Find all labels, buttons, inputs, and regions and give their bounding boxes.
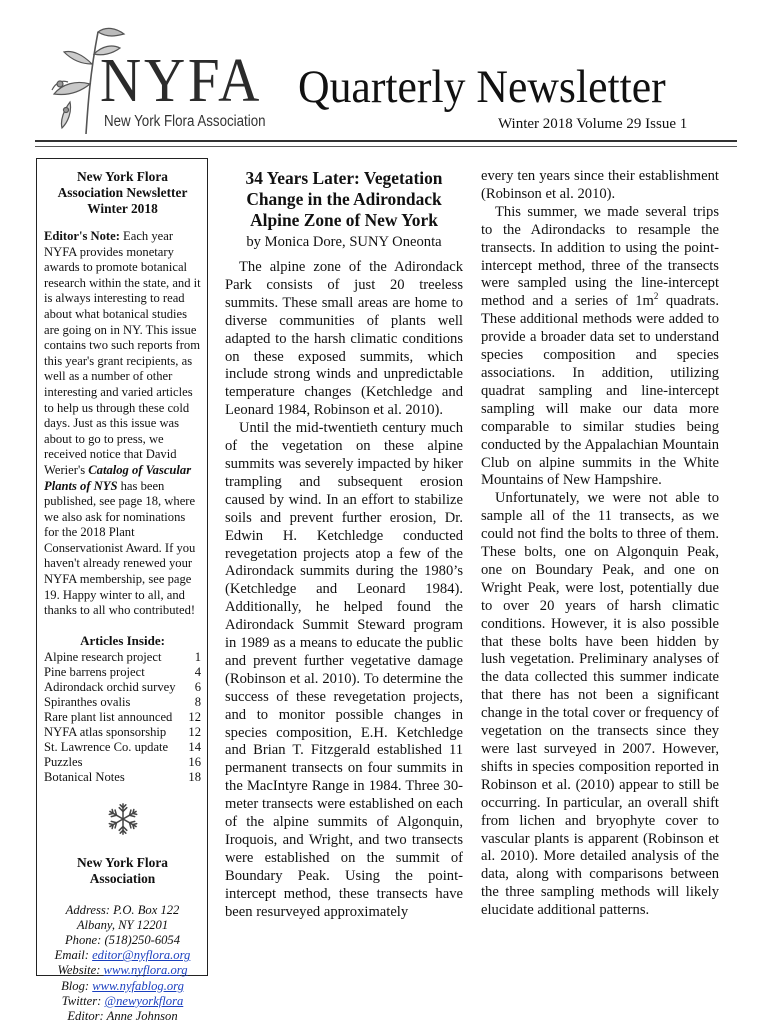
website-link[interactable]: www.nyflora.org — [103, 963, 188, 978]
sidebar-heading: New York Flora Association Newsletter Winter 2018 — [57, 169, 188, 216]
article-paragraph: every ten years since their establishment (Robinson et al. 2010). — [481, 168, 719, 202]
toc-row[interactable]: Spiranthes ovalis 8 — [44, 695, 201, 710]
article-paragraph: Unfortunately, we were not able to sample all of the 11 transects, as we could not find the bolts to three of them. These bolts, one on Algonquin Peak, one on Boundary Peak, and one on Wright Peak, were lost, potentially due to over 20 years of harsh climatic conditions. However, it is also possible that these bolts have been hidden by lush vegetation. Preliminary analyses of the data collected this summer indicate that there has not been a significant change in the total cover or frequency of vegetation on the transects since they were last surveyed in 2007. However, shifts in species composition reported in Robinson et al. (2010) appear to still be occurring. In particular, an overall shift from lichen and bryophyte cover to vascular plants is apparent (Robinson et al. 2010). More detailed analysis of the data, along with comparisons between the three sampling methods will likely elucidate additional patterns. — [481, 490, 719, 919]
issue-info: Winter 2018 Volume 29 Issue 1 — [498, 116, 688, 132]
toc-row[interactable]: Puzzles 16 — [44, 754, 201, 769]
article-paragraph: Until the mid-twentieth century much of the vegetation on these alpine summits was severely impacted by hiker trampling and subsequent erosion caused by wind. In an effort to stabilize soils and prevent further erosion, Dr. Edwin H. Ketchledge conducted revegetation projects atop a few of the Adirondack summits during the 1980’s (Ketchledge and Leonard 1984). Additionally, he helped found the Adirondack Summit Steward program in 1989 as a means to educate the public and prevent further vegetative damage (Robinson et al. 2010). To determine the success of these revegetation projects, and to monitor possible changes in species composition, E.H. Ketchledge and Brian T. Fitzgerald established 11 permanent transects on four summits in the MacIntyre Range in 1984. Three 30-meter transects were established on each of the alpine summits of Algonquin, Iroquois, and Wright, and two transects were established on the summit of Boundary Peak. Using the point-intercept method, these transects have been resurveyed approximately — [225, 420, 463, 920]
newsletter-title: Quarterly Newsletter — [298, 61, 666, 113]
blog-link[interactable]: www.nyfablog.org — [92, 978, 184, 993]
toc-row[interactable]: Alpine research project 1 — [44, 650, 201, 665]
article-column-1 — [225, 168, 463, 922]
article-paragraph: This summer, we made several trips to the Adirondacks to resample the transects. In addition to using the point-intercept method, three of the transects were sampled using the line-intercept method and a series of $1m^2$ quadrats. These additional methods were added to provide a broader data set to understand species composition and species associations. In addition, utilizing quadrat sampling and line-intercept sampling will make our data more comparable to similar studies being conducted by the Appalachian Mountain Club on alpine summits in the White Mountains of New Hampshire. — [481, 203, 719, 489]
header-rule — [35, 140, 737, 142]
toc-row[interactable]: Botanical Notes 18 — [44, 769, 201, 784]
header-rule-thin — [35, 146, 737, 147]
email-link[interactable]: editor@nyflora.org — [92, 948, 191, 963]
table-of-contents — [44, 650, 201, 784]
toc-row[interactable]: Pine barrens project 4 — [44, 665, 201, 680]
article-byline: by Monica Dore, SUNY Oneonta — [246, 234, 442, 250]
toc-row[interactable]: St. Lawrence Co. update 14 — [44, 739, 201, 754]
article-title: 34 Years Later: Vegetation Change in the Adirondack Alpine Zone of New York — [245, 168, 443, 230]
article-paragraph: The alpine zone of the Adirondack Park consists of just 20 treeless summits. These small areas are home to diverse communities of plants well adapted to the harsh climatic conditions on these exposed summits, which include strong winds and unpredictable temperature changes (Ketchledge and Leonard 1984, Robinson et al. 2010). — [225, 259, 463, 419]
toc-row[interactable]: Adirondack orchid survey 6 — [44, 680, 201, 695]
snowflake-icon — [106, 801, 140, 837]
toc-row[interactable]: NYFA atlas sponsorship 12 — [44, 724, 201, 739]
logo-wordmark: NYFA — [100, 47, 263, 115]
contact-info: Address: P.O. Box 122 Albany, NY 12201 Phone: (518)250-6054 Email: editor@nyflora.org Website: www.nyflora.org Blog: www.nyfablog.org Twitter: @newyorkflora Editor: Anne Johnson — [54, 902, 191, 1024]
logo-subtitle: New York Flora Association — [104, 113, 266, 130]
articles-inside-heading: Articles Inside: — [80, 632, 165, 648]
association-heading: New York Flora Association — [77, 854, 168, 886]
toc-row[interactable]: Rare plant list announced 12 — [44, 710, 201, 725]
sidebar-box — [36, 158, 208, 1024]
editors-note: Editor's Note: Each year NYFA provides monetary awards to promote botanical research within the state, and it is always interesting to read about what botanical studies are going on in NY. This issue contains two such reports from this year's grant recipients, as well as a number of other interesting and varied articles to help us through these cold days. Just as this issue was about to go to press, we received notice that David Werier's Catalog of Vascular Plants of NYS has been published, see page 18, where we also ask for nominations for the 2018 Plant Conservationist Award. If you haven't already renewed your NYFA membership, see page 19. Happy winter to all, and thanks to all who contributed! — [44, 229, 201, 618]
article-column-2 — [481, 168, 719, 920]
twitter-link[interactable]: @newyorkflora — [104, 993, 184, 1008]
